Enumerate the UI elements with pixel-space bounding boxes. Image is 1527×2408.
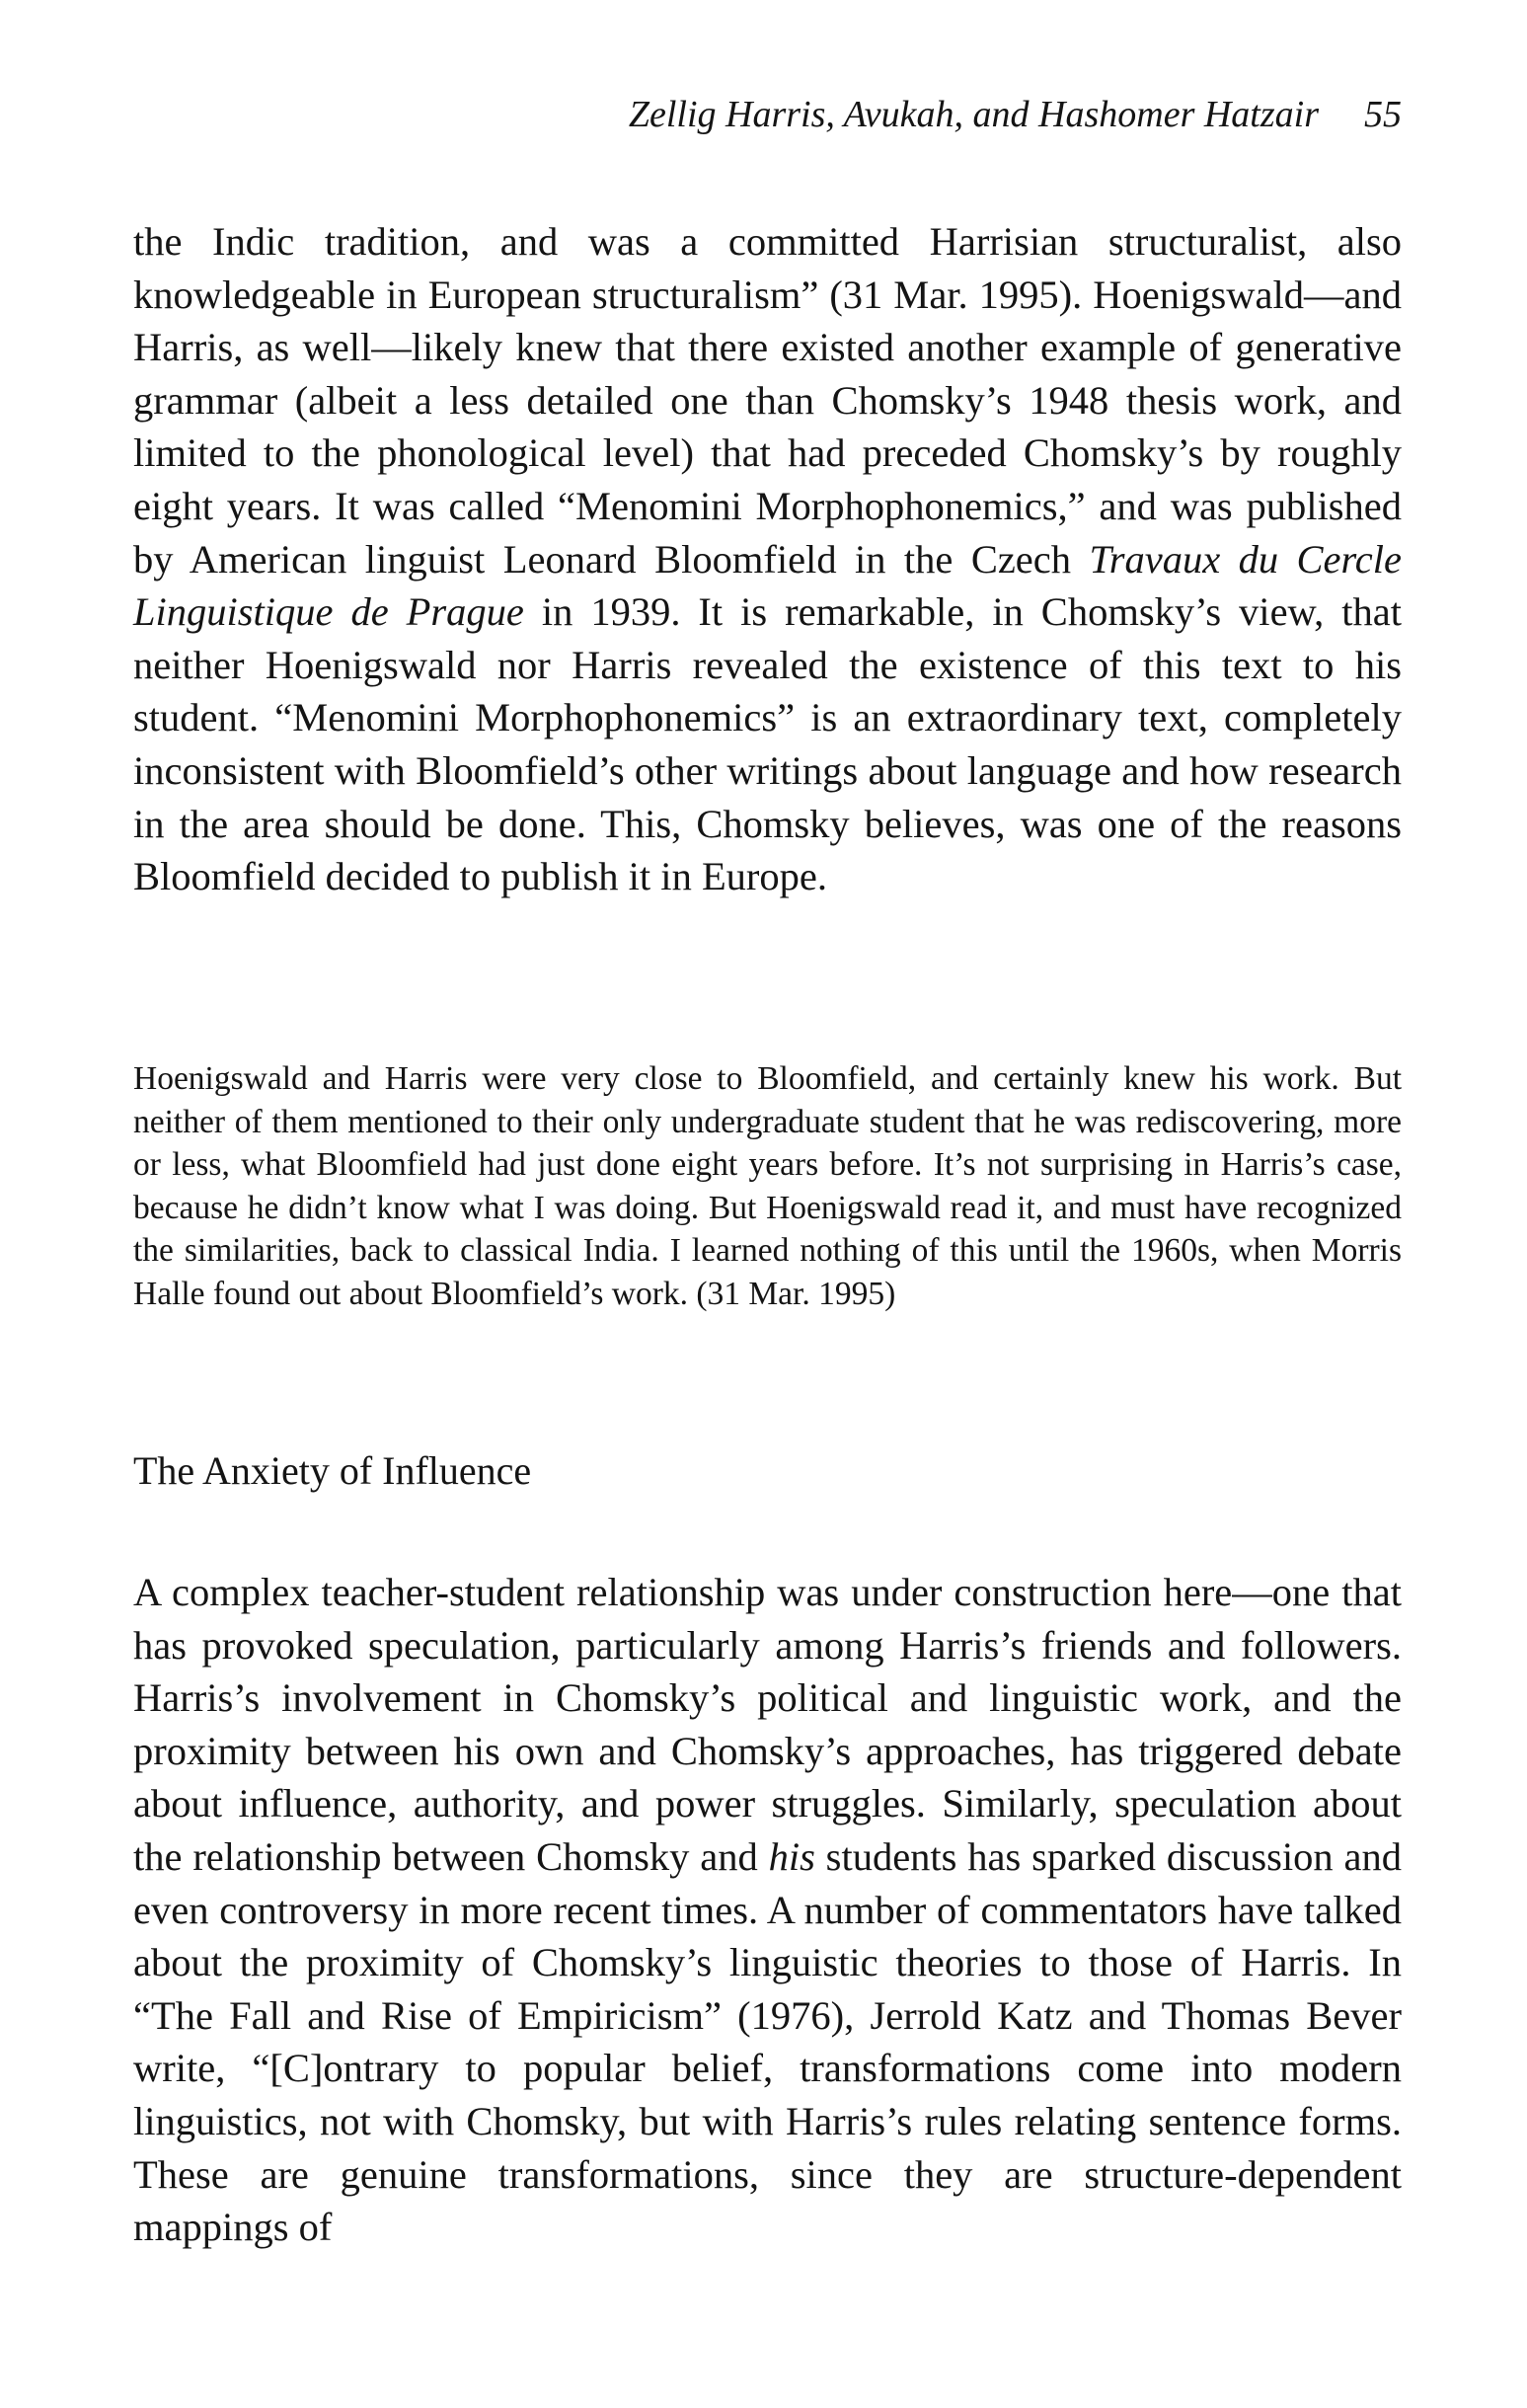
paragraph-1-part-1: the Indic tradition, and was a committed Harrisian structuralist, also knowledgeable in European structuralism” (31 Mar. 1995). Hoenigswald—and Harris, as well—likely knew that there existed another example of generative grammar (albeit a less detailed one than Chomsky’s 1948 thesis work, and limited to the phonological level) that had preceded Chomsky’s by roughly eight years. It was called “Menomini Morphophonemics,” and was published by American linguist Leonard Bloomfield in the Czech [133, 219, 1402, 582]
section-paragraph-part-2: students has sparked discussion and even controversy in more recent times. A number of commentators have talked about the proximity of Chomsky’s linguistic theories to those of Harris. In “The Fall and Rise of Empiricism” (1976), Jerrold Katz and Thomas Bever write, “[C]ontrary to popular belief, transformations come into modern linguistics, not with Chomsky, but with Harris’s rules relating sentence forms. These are genuine transformations, since they are structure-dependent mappings of [133, 1833, 1402, 2250]
running-head [133, 93, 1402, 136]
page-number: 55 [1364, 94, 1402, 135]
section-paragraph [133, 1566, 1402, 2254]
section-heading: The Anxiety of Influence [133, 1448, 532, 1493]
journal-title: Travaux du Cercle Linguistique de Prague [133, 536, 1402, 635]
paragraph-text [133, 215, 1402, 903]
block-quote [133, 1057, 1402, 1316]
section-paragraph-part-1: A complex teacher-student relationship was under construction here—one that has provoked speculation, particularly among Harris’s friends and followers. Harris’s involvement in Chomsky’s political and linguistic work, and the proximity between his own and Chomsky’s approaches, has triggered debate about influence, authority, and power struggles. Similarly, speculation about the relationship between Chomsky and [133, 1570, 1402, 1879]
running-head-title: Zellig Harris, Avukah, and Hashomer Hatzair [628, 94, 1319, 135]
body-paragraph-1 [133, 215, 1402, 903]
section-paragraph-text [133, 1566, 1402, 2254]
block-quote-text: Hoenigswald and Harris were very close to Bloomfield, and certainly knew his work. But neither of them mentioned to their only undergraduate student that he was rediscovering, more or less, what Bloomfield had just done eight years before. It’s not surprising in Harris’s case, because he didn’t know what I was doing. But Hoenigswald read it, and must have recognized the similarities, back to classical India. I learned nothing of this until the 1960s, when Morris Halle found out about Bloomfield’s work. (31 Mar. 1995) [133, 1060, 1402, 1312]
paragraph-1-part-2: in 1939. It is remarkable, in Chomsky’s view, that neither Hoenigswald nor Harris revealed the existence of this text to his student. “Menomini Morphophonemics” is an extraordinary text, completely inconsistent with Bloomfield’s other writings about language and how research in the area should be done. This, Chomsky believes, was one of the reasons Bloomfield decided to publish it in Europe. [133, 589, 1402, 899]
emphasis-his: his [768, 1833, 815, 1879]
